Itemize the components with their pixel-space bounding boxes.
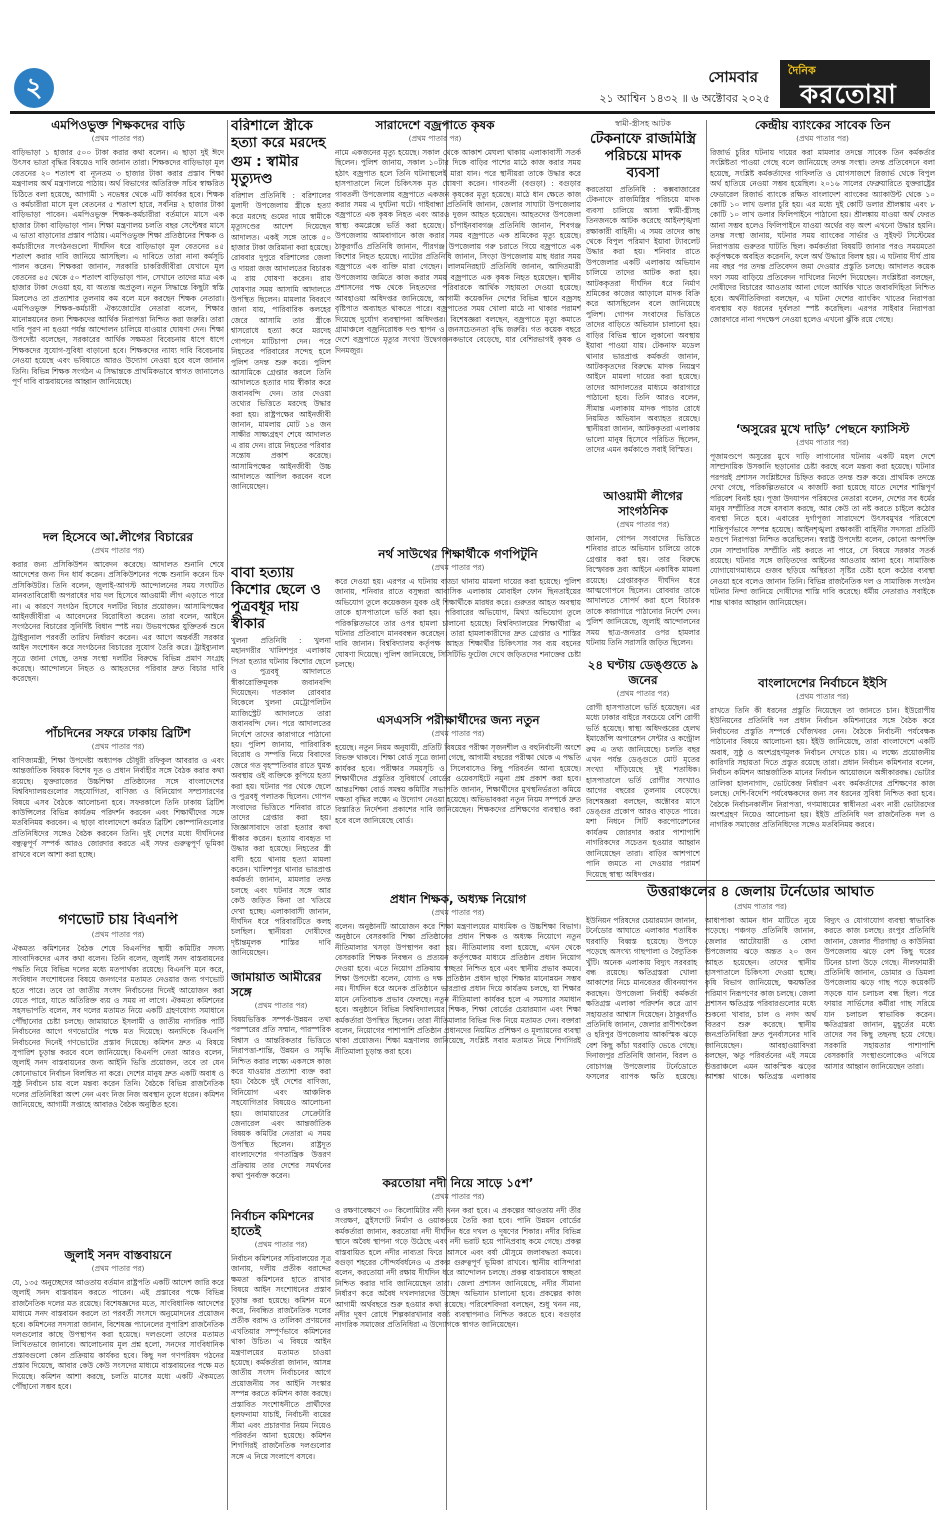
continued-label: (প্রথম পাতার পর) [796, 134, 849, 143]
headline: এসএসসি পরীক্ষার্থীদের জন্য নতুন [376, 713, 540, 727]
headline: নির্বাচন কমিশনের হাতেই [231, 1209, 314, 1238]
story-body: নামে একজনের মৃত্যু হয়েছে। সকাল থেকে আকাশ মেঘলা থাকায় এলাকাবাসী সতর্ক ছিলেন। পুলিশ জানায়, সকাল ১০টার দিকে বাড়ির পাশের মাঠে কাজ করার সময় হঠাৎ বজ্রপাত হলে তিনি ঘটনাস্থলেই মারা যান। পরে স্থানীয়রা তাকে উদ্ধার করে হাসপাতালে নিলে চিকিৎসক মৃত ঘোষণা করেন। গাবতলী (বগুড়া) : বগুড়ার গাবতলী উপজেলায় বজ্রপাতে একজন কৃষকের মৃত্যু হয়েছে। মাঠে ধান ক্ষেতে কাজ করার সময় এ দুর্ঘটনা ঘটে। গাইবান্ধা প্রতিনিধি জানান, জেলার সাঘাটা উপজেলায় বজ্রপাতে এক কৃষক নিহত এবং আরও দুজন আহত হয়েছেন। আহতদের উপজেলা স্বাস্থ্য কমপ্লেক্সে ভর্তি করা হয়েছে। চাঁপাইনবাবগঞ্জ প্রতিনিধি জানান, শিবগঞ্জ উপজেলায় আমবাগানে কাজ করার সময় বজ্রপাতে এক শ্রমিকের মৃত্যু হয়েছে। ঠাকুরগাঁও প্রতিনিধি জানান, পীরগঞ্জ উপজেলায় গরু চরাতে গিয়ে বজ্রপাতে এক কিশোর নিহত হয়েছে। নাটোর প্রতিনিধি জানান, সিংড়া উপজেলায় মাছ ধরার সময় বজ্রপাতে এক ব্যক্তি মারা গেছেন। লালমনিরহাট প্রতিনিধি জানান, আদিতমারী উপজেলায় জমিতে কাজ করার সময় বজ্রপাতে এক কৃষক নিহত হয়েছেন। স্থানীয় প্রশাসনের পক্ষ থেকে নিহতদের পরিবারকে আর্থিক সহায়তা দেওয়া হয়েছে। আবহাওয়া অধিদপ্তর জানিয়েছে, আগামী কয়েকদিন দেশের বিভিন্ন স্থানে বজ্রসহ বৃষ্টিপাত অব্যাহত থাকতে পারে। বজ্রপাতের সময় খোলা মাঠে না থাকার পরামর্শ দিয়েছে দুর্যোগ ব্যবস্থাপনা অধিদপ্তর। বিশেষজ্ঞরা বলছেন, বজ্রপাতে মৃত্যু কমাতে গ্রামাঞ্চলে বজ্রনিরোধক দণ্ড স্থাপন ও জনসচেতনতা বৃদ্ধি জরুরি। গত কয়েক বছরে দেশে বজ্রপাতে মৃত্যুর সংখ্যা উদ্বেগজনকভাবে বেড়েছে, যার বেশিরভাগই কৃষক ও দিনমজুর। [335, 148, 581, 355]
story-body: জানান, গোপন সংবাদের ভিত্তিতে শনিবার রাতে অভিযান চালিয়ে তাকে গ্রেপ্তার করা হয়। তার বিরুদ্ধে বিস্ফোরক দ্রব্য আইনে একাধিক মামলা রয়েছে। গ্রেপ্তারকৃত দীর্ঘদিন ধরে আত্মগোপনে ছিলেন। রোববার তাকে আদালতে সোপর্দ করা হলে বিচারক তাকে কারাগারে পাঠানোর নির্দেশ দেন। পুলিশ জানিয়েছে, জুলাই আন্দোলনের সময় ছাত্র-জনতার ওপর হামলার ঘটনায় তিনি সরাসরি জড়িত ছিলেন। [586, 534, 700, 648]
headline: টেকনাফে রাজমিস্ত্রি পরিচয়ে মাদক ব্যবসা [590, 131, 696, 181]
column-2 [231, 118, 331, 1513]
story-body: ঐকমত্য কমিশনের বৈঠক শেষে বিএনপির স্থায়ী কমিটির সদস্য সাংবাদিকদের এসব কথা বলেন। তিনি বলেন, জুলাই সনদ বাস্তবায়নের পদ্ধতি নিয়ে বিভিন্ন দলের মধ্যে মতপার্থক্য রয়েছে। বিএনপি মনে করে, সংবিধান সংশোধনের বিষয়ে জনগণের মতামত নেওয়ার জন্য গণভোট হতে পারে। তবে তা জাতীয় সংসদ নির্বাচনের দিনেই আয়োজন করা যেতে পারে, যাতে অতিরিক্ত ব্যয় ও সময় না লাগে। ঐকমত্য কমিশনের সহসভাপতি বলেন, সব দলের মতামত নিয়ে একটি গ্রহণযোগ্য সমাধানে পৌঁছানোর চেষ্টা চলছে। জামায়াতে ইসলামী ও জাতীয় নাগরিক পার্টি নির্বাচনের আগে গণভোটের পক্ষে মত দিয়েছে। অন্যদিকে বিএনপি নির্বাচনের দিনেই গণভোটের প্রস্তাব দিয়েছে। কমিশন দ্রুত এ বিষয়ে সুপারিশ চূড়ান্ত করবে বলে জানিয়েছে। বিএনপি নেতা আরও বলেন, জুলাই সনদ বাস্তবায়নের জন্য আইনি ভিত্তি প্রয়োজন, তবে তা যেন কোনোভাবে নির্বাচন বিলম্বিত না করে। দেশের মানুষ দ্রুত একটি অবাধ ও সুষ্ঠু নির্বাচন চায় বলে মন্তব্য করেন তিনি। বৈঠকে বিভিন্ন রাজনৈতিক দলের প্রতিনিধিরা অংশ নেন এবং নিজ নিজ অবস্থান তুলে ধরেন। কমিশন জানিয়েছে, আগামী সপ্তাহে আবারও বৈঠক অনুষ্ঠিত হবে। [12, 944, 224, 1110]
continued-label: (প্রথম পাতার পর) [408, 134, 462, 143]
column-3b [586, 118, 700, 878]
headline: নর্থ সাউথের শিক্ষার্থীকে গণপিটুনি [378, 547, 538, 561]
headline: সারাদেশে বজ্রপাতে কৃষক [375, 118, 495, 132]
headline-secondary: গুম : স্বামীর মৃত্যুদণ্ড [231, 154, 299, 187]
story-eu [710, 676, 935, 878]
story-body: বলেন। অনুষ্ঠানটি আয়োজন করে শিক্ষা মন্ত্রণালয়ের মাধ্যমিক ও উচ্চশিক্ষা বিভাগ। অনুষ্ঠানে বেসরকারি শিক্ষা প্রতিষ্ঠানের প্রধান শিক্ষক ও অধ্যক্ষ নিয়োগে নতুন নীতিমালার খসড়া উপস্থাপন করা হয়। নীতিমালায় বলা হয়েছে, এখন থেকে বেসরকারি শিক্ষক নিবন্ধন ও প্রত্যয়ন কর্তৃপক্ষের মাধ্যমে প্রতিষ্ঠান প্রধান নিয়োগ দেওয়া হবে। এতে নিয়োগ প্রক্রিয়ায় স্বচ্ছতা নিশ্চিত হবে এবং স্থানীয় প্রভাব কমবে। শিক্ষা উপদেষ্টা বলেন, যোগ্য ও দক্ষ প্রতিষ্ঠান প্রধান ছাড়া শিক্ষার মানোন্নয়ন সম্ভব নয়। দীর্ঘদিন ধরে অনেক প্রতিষ্ঠানে ভারপ্রাপ্ত প্রধান দিয়ে কার্যক্রম চলছে, যা শিক্ষার মানে নেতিবাচক প্রভাব ফেলছে। নতুন নীতিমালা কার্যকর হলে এ সমস্যার সমাধান হবে। অনুষ্ঠানে বিভিন্ন বিশ্ববিদ্যালয়ের শিক্ষক, শিক্ষা বোর্ডের চেয়ারম্যান এবং শিক্ষা কর্মকর্তারা উপস্থিত ছিলেন। তারা নীতিমালার বিভিন্ন দিক নিয়ে মতামত দেন। বক্তারা বলেন, নিয়োগের পাশাপাশি প্রতিষ্ঠান প্রধানদের নিয়মিত প্রশিক্ষণ ও মূল্যায়নের ব্যবস্থা থাকা প্রয়োজন। শিক্ষা মন্ত্রণালয় জানিয়েছে, সংশ্লিষ্ট সবার মতামত নিয়ে শিগগিরই নীতিমালা চূড়ান্ত করা হবে। [335, 922, 581, 1056]
continued-label: (প্রথম পাতার পর) [254, 1240, 308, 1249]
headline: কেন্দ্রীয় ব্যাংকের সাবেক তিন [754, 118, 891, 132]
headline: ‘অসুরের মুখে দাড়ি’ পেছনে ফ্যাসিস্ট [735, 422, 910, 436]
continued-label: (প্রথম পাতার পর) [431, 563, 485, 572]
header-rule [10, 111, 935, 114]
headline: গণভোট চায় বিএনপি [58, 912, 178, 928]
logo-top: দৈনিক [788, 64, 816, 77]
story-body: নির্বাচন কমিশনের সচিবালয়ের সূত্র জানায়, দলীয় প্রতীক বরাদ্দের ক্ষমতা কমিশনের হাতে রাখার বিষয়ে আইন সংশোধনের প্রস্তাব চূড়ান্ত করা হয়েছে। কমিশন মনে করে, নিবন্ধিত রাজনৈতিক দলের প্রতীক বরাদ্দ ও তালিকা প্রণয়নের এখতিয়ার সম্পূর্ণভাবে কমিশনের থাকা উচিত। এ বিষয়ে আইন মন্ত্রণালয়ের মতামত চাওয়া হয়েছে। কর্মকর্তারা জানান, আসন্ন জাতীয় সংসদ নির্বাচনের আগে প্রয়োজনীয় সব আইনি সংস্কার সম্পন্ন করতে কমিশন কাজ করছে। প্রস্তাবিত সংশোধনীতে প্রার্থীদের হলফনামা যাচাই, নির্বাচনী ব্যয়ের সীমা এবং প্রচারণার নিয়ম নিয়েও পরিবর্তন আনা হয়েছে। কমিশন শিগগিরই রাজনৈতিক দলগুলোর সঙ্গে এ নিয়ে সংলাপে বসবে। [231, 1254, 331, 1461]
masthead [0, 0, 945, 108]
story-tornado [586, 884, 935, 1512]
headline: ২৪ ঘণ্টায় ডেঙ্গুতে ৯ জনের [587, 658, 699, 687]
story-bnp [12, 912, 224, 1244]
headline: এমপিওভুক্ত শিক্ষকদের বাড়ি [51, 118, 185, 132]
continued-label: (প্রথম পাতার পর) [91, 546, 145, 555]
story-khulna [231, 565, 331, 966]
newspaper-logo [780, 60, 930, 108]
story-ec [231, 1209, 331, 1494]
column-1 [12, 118, 224, 1513]
story-body: যে, ১৩৫ অনুচ্ছেদের আওতায় বর্তমান রাষ্ট্রপতি একটি আদেশ জারি করে জুলাই সনদ বাস্তবায়ন করতে পারেন। এই প্রস্তাবের পক্ষে বিভিন্ন রাজনৈতিক দলের মত রয়েছে। বিশেষজ্ঞদের মতে, সাংবিধানিক আদেশের মাধ্যমে সনদ বাস্তবায়ন করলে তা পরবর্তী সংসদে অনুমোদনের প্রয়োজন হবে। কমিশনের সদস্যরা জানান, বিশেষজ্ঞ প্যানেলের সুপারিশ রাজনৈতিক দলগুলোর কাছে উপস্থাপন করা হয়েছে। দলগুলো তাদের মতামত লিখিতভাবে জানাবে। আলোচনায় মূল প্রশ্ন হলো, সনদের সাংবিধানিক প্রস্তাবগুলো কোন প্রক্রিয়ায় কার্যকর হবে। কিছু দল গণপরিষদ গঠনের প্রস্তাব দিয়েছে, আবার কেউ কেউ সংসদের মাধ্যমে বাস্তবায়নের পক্ষে মত দিয়েছে। কমিশন আশা করছে, চলতি মাসের মধ্যে একটি ঐকমত্যে পৌঁছানো সম্ভব হবে। [12, 1278, 224, 1392]
section-rule [586, 880, 935, 881]
story-body: রাখতে তিনি কী ধরনের প্রস্তুতি নিয়েছেন তা জানতে চান। ইউরোপীয় ইউনিয়নের প্রতিনিধি দল প্রধান নির্বাচন কমিশনারের সঙ্গে বৈঠক করে নির্বাচনের প্রস্তুতি সম্পর্কে খোঁজখবর নেন। বৈঠকে নির্বাচনী পর্যবেক্ষক পাঠানোর বিষয়ে আলোচনা হয়। ইইউ জানিয়েছে, তারা বাংলাদেশে একটি অবাধ, সুষ্ঠু ও অংশগ্রহণমূলক নির্বাচন দেখতে চায়। এ লক্ষ্যে প্রয়োজনীয় কারিগরি সহায়তা দিতে প্রস্তুত রয়েছে তারা। প্রধান নির্বাচন কমিশনার বলেন, নির্বাচন কমিশন আন্তর্জাতিক মানের নির্বাচন আয়োজনে অঙ্গীকারবদ্ধ। ভোটার তালিকা হালনাগাদ, ভোটকেন্দ্র নির্ধারণ এবং কর্মকর্তাদের প্রশিক্ষণের কাজ চলছে। দেশি-বিদেশি পর্যবেক্ষকদের জন্য সব ধরনের সুবিধা নিশ্চিত করা হবে। বৈঠকে নির্বাচনকালীন নিরাপত্তা, গণমাধ্যমের স্বাধীনতা এবং নারী ভোটারদের অংশগ্রহণ নিয়েও আলোচনা হয়। ইইউ প্রতিনিধি দল রাজনৈতিক দল ও নাগরিক সমাজের প্রতিনিধিদের সঙ্গেও মতবিনিময় করবে। [710, 706, 935, 830]
story-dengue [586, 658, 700, 878]
kicker: স্বামী-স্ত্রীসহ আটক [615, 119, 671, 128]
continued-label: (প্রথম পাতার পর) [734, 902, 787, 911]
headline: করতোয়া নদী নিয়ে সাড়ে ১৫শ’ [382, 1176, 534, 1190]
continued-label: (প্রথম পাতার পর) [91, 134, 145, 143]
story-body: রোগী হাসপাতালে ভর্তি হয়েছেন। এর মধ্যে ঢাকার বাইরে সবচেয়ে বেশি রোগী ভর্তি হয়েছে। স্বাস্থ্য অধিদপ্তরের হেলথ ইমার্জেন্সি অপারেশন সেন্টার ও কন্ট্রোল রুম এ তথ্য জানিয়েছে। চলতি বছর এখন পর্যন্ত ডেঙ্গুতে মোট মৃতের সংখ্যা দাঁড়িয়েছে দুই শতাধিক। হাসপাতালে ভর্তি রোগীর সংখ্যাও আগের বছরের তুলনায় বেড়েছে। বিশেষজ্ঞরা বলছেন, অক্টোবর মাসে ডেঙ্গুর প্রকোপ আরও বাড়তে পারে। মশা নিধনে সিটি করপোরেশনের কার্যক্রম জোরদার করার পাশাপাশি নাগরিকদের সচেতন হওয়ার আহ্বান জানিয়েছেন তারা। বাড়ির আশপাশে পানি জমতে না দেওয়ার পরামর্শ দিয়েছে স্বাস্থ্য অধিদপ্তর। [586, 703, 700, 878]
headline: পাঁচদিনের সফরে ঢাকায় ব্রিটিশ [45, 726, 191, 740]
continued-label: (প্রথম পাতার পর) [431, 1192, 485, 1201]
story-body: করার জন্য প্রসিকিউশন আবেদন করেছে। আদালত শুনানি শেষে আদেশের জন্য দিন ধার্য করেন। প্রসিকিউশনের পক্ষে শুনানি করেন চিফ প্রসিকিউটর। তিনি বলেন, জুলাই-আগস্ট আন্দোলনের সময় সংঘটিত মানবতাবিরোধী অপরাধের দায় দল হিসেবে আওয়ামী লীগ এড়াতে পারে না। এ কারণে সংগঠন হিসেবে দলটির বিচার প্রয়োজন। আসামিপক্ষের আইনজীবীরা এ আবেদনের বিরোধিতা করেন। তারা বলেন, আইনে সংগঠনের বিচারের সুনির্দিষ্ট বিধান স্পষ্ট নয়। উভয়পক্ষের যুক্তিতর্ক শুনে ট্রাইব্যুনাল পরবর্তী তারিখ নির্ধারণ করেন। এর আগে অন্তর্বর্তী সরকার আইন সংশোধন করে সংগঠনের বিচারের সুযোগ তৈরি করে। ট্রাইব্যুনাল সূত্রে জানা গেছে, তদন্ত সংস্থা দলটির বিরুদ্ধে বিভিন্ন প্রমাণ সংগ্রহ করেছে। আন্দোলনে নিহত ও আহতদের পরিবার দ্রুত বিচার দাবি করেছেন। [12, 560, 224, 684]
story-british [12, 726, 224, 908]
continued-label: (প্রথম পাতার পর) [431, 908, 485, 917]
story-july [12, 1248, 224, 1513]
issue-date: ২১ আশ্বিন ১৪৩২ ॥ ৬ অক্টোবর ২০২৫ [599, 92, 770, 105]
headline: বাংলাদেশের নির্বাচনে ইইসি [758, 676, 887, 690]
continued-label: (প্রথম পাতার পর) [254, 1001, 308, 1010]
story-body: বরিশাল প্রতিনিধি : বরিশালের মুলাদী উপজেলায় স্ত্রীকে হত্যা করে মরদেহ গুমের দায়ে স্বামীকে মৃত্যুদণ্ডের আদেশ দিয়েছেন আদালত। একই সঙ্গে তাকে ৫০ হাজার টাকা জরিমানা করা হয়েছে। রোববার দুপুরে বরিশালের জেলা ও দায়রা জজ আদালতের বিচারক এ রায় ঘোষণা করেন। রায় ঘোষণার সময় আসামি আদালতে উপস্থিত ছিলেন। মামলার বিবরণে জানা যায়, পারিবারিক কলহের জেরে আসামি তার স্ত্রীকে শ্বাসরোধে হত্যা করে মরদেহ গোপনে মাটিচাপা দেন। পরে নিহতের পরিবারের সন্দেহ হলে পুলিশ তদন্ত শুরু করে। পুলিশ আসামিকে গ্রেপ্তার করলে তিনি আদালতে হত্যার দায় স্বীকার করে জবানবন্দি দেন। তার দেওয়া তথ্যের ভিত্তিতে মরদেহ উদ্ধার করা হয়। রাষ্ট্রপক্ষের আইনজীবী জানান, মামলায় মোট ১৪ জন সাক্ষীর সাক্ষ্যগ্রহণ শেষে আদালত এ রায় দেন। রায়ে নিহতের পরিবার সন্তোষ প্রকাশ করেছে। আসামিপক্ষের আইনজীবী উচ্চ আদালতে আপিল করবেন বলে জানিয়েছেন। [231, 191, 331, 492]
continued-label: (প্রথম পাতার পর) [431, 729, 485, 738]
continued-label: (প্রথম পাতার পর) [91, 742, 145, 751]
story-body: বাণিজ্যমন্ত্রী, শিক্ষা উপদেষ্টা অধ্যাপক চৌধুরী রফিকুল আবরার ও এবং আন্তর্জাতিক বিষয়ক বিশেষ দূত ও প্রধান নির্বাহীর সঙ্গে বৈঠক করার কথা রয়েছে। যুক্তরাজ্যের উচ্চশিক্ষা প্রতিষ্ঠানের সঙ্গে বাংলাদেশের বিশ্ববিদ্যালয়গুলোর সহযোগিতা, বাণিজ্য ও বিনিয়োগ সম্প্রসারণের বিষয়ে এসব বৈঠকে আলোচনা হবে। সফরকালে তিনি ঢাকায় ব্রিটিশ কাউন্সিলের বিভিন্ন কার্যক্রম পরিদর্শন করবেন এবং শিক্ষার্থীদের সঙ্গে মতবিনিময় করবেন। এ ছাড়া বাংলাদেশে কর্মরত ব্রিটিশ কোম্পানিগুলোর প্রতিনিধিদের সঙ্গেও বৈঠক করবেন তিনি। দুই দেশের মধ্যে দীর্ঘদিনের বন্ধুত্বপূর্ণ সম্পর্ক আরও জোরদার করতে এই সফর গুরুত্বপূর্ণ ভূমিকা রাখবে বলে আশা করা হচ্ছে। [12, 756, 224, 859]
continued-label: (প্রথম পাতার পর) [91, 930, 145, 939]
headline: বাবা হত্যায় কিশোর ছেলে ও পুত্রবধূর দায় স্বীকার [231, 565, 321, 632]
headline: আওয়ামী লীগের সাংগঠনিক [603, 489, 683, 518]
headline: জুলাই সনদ বাস্তবায়নে [64, 1248, 172, 1262]
story-body: রিজার্ভ চুরির ঘটনায় দায়ের করা মামলার তদন্তে সাবেক তিন কর্মকর্তার সংশ্লিষ্টতা পাওয়া গেছে বলে জানিয়েছে তদন্ত সংস্থা। তদন্ত প্রতিবেদনে বলা হয়েছে, সংশ্লিষ্ট কর্মকর্তাদের গাফিলতি ও যোগসাজশে রিজার্ভ থেকে বিপুল অর্থ হাতিয়ে নেওয়া সম্ভব হয়েছিল। ২০১৬ সালের ফেব্রুয়ারিতে যুক্তরাষ্ট্রের ফেডারেল রিজার্ভ ব্যাংকে রক্ষিত বাংলাদেশ ব্যাংকের অ্যাকাউন্ট থেকে ১০ কোটি ১০ লাখ ডলার চুরি হয়। এর মধ্যে দুই কোটি ডলার শ্রীলঙ্কায় এবং ৮ কোটি ১০ লাখ ডলার ফিলিপাইনে পাঠানো হয়। শ্রীলঙ্কায় যাওয়া অর্থ ফেরত আনা সম্ভব হলেও ফিলিপাইনে যাওয়া অর্থের বড় অংশ এখনো উদ্ধার হয়নি। তদন্ত সংস্থা জানায়, ঘটনার সময় ব্যাংকের সার্ভার ও সুইফট সিস্টেমের নিরাপত্তায় গুরুতর ঘাটতি ছিল। কর্মকর্তারা বিষয়টি জানার পরও সময়মতো কর্তৃপক্ষকে অবহিত করেননি, ফলে অর্থ উদ্ধারে বিলম্ব হয়। এ ঘটনায় দীর্ঘ প্রায় নয় বছর পর তদন্ত প্রতিবেদন জমা দেওয়ার প্রস্তুতি চলছে। আদালত কয়েক দফা সময় বাড়িয়ে প্রতিবেদন দাখিলের নির্দেশ দিয়েছেন। সংশ্লিষ্টরা বলছেন, দোষীদের বিচারের আওতায় আনা গেলে আর্থিক খাতে জবাবদিহিতা নিশ্চিত হবে। অর্থনীতিবিদরা বলছেন, এ ঘটনা দেশের ব্যাংকিং খাতের নিরাপত্তা ব্যবস্থায় বড় ধরনের দুর্বলতা স্পষ্ট করেছিল। এরপর সাইবার নিরাপত্তা জোরদারে নানা পদক্ষেপ নেওয়া হলেও এখনো ঝুঁকি রয়ে গেছে। [710, 148, 935, 324]
continued-label: (প্রথম পাতার পর) [616, 520, 670, 529]
continued-label: (প্রথম পাতার পর) [616, 689, 670, 698]
story-body: বিষয়ভিত্তিক সম্পর্ক-উন্নয়ন তথা পরস্পরের প্রতি সম্মান, পারস্পরিক বিশ্বাস ও আন্তরিকতার ভিত্তিতে নিরাপত্তা-শান্তি, উন্নয়ন ও সমৃদ্ধি নিশ্চিত করার লক্ষ্যে একসঙ্গে কাজ করে যাওয়ার প্রত্যাশা ব্যক্ত করা হয়। বৈঠকে দুই দেশের বাণিজ্য, বিনিয়োগ এবং আঞ্চলিক সহযোগিতার বিষয়েও আলোচনা হয়। জামায়াতের সেক্রেটারি জেনারেল এবং আন্তর্জাতিক বিষয়ক কমিটির নেতারা এ সময় উপস্থিত ছিলেন। রাষ্ট্রদূত বাংলাদেশের গণতান্ত্রিক উত্তরণ প্রক্রিয়ায় তার দেশের সমর্থনের কথা পুনর্ব্যক্ত করেন। [231, 1015, 331, 1181]
issue-day: সোমবার [708, 68, 758, 86]
continued-label: (প্রথম পাতার পর) [796, 692, 849, 701]
logo-main: করতোয়া [800, 80, 897, 110]
continued-label: (প্রথম পাতার পর) [796, 438, 849, 447]
story-awami-org [586, 489, 700, 654]
story-body: বাড়িভাড়া ১ হাজার ৫০০ টাকা করার কথা বলেন। এ ছাড়া দুই ঈদে উৎসব ভাতা বৃদ্ধির বিষয়েও দাবি জানান তারা। শিক্ষকদের বাড়িভাড়া মূল বেতনের ২০ শতাংশ বা ন্যূনতম ৩ হাজার টাকা করার প্রস্তাব শিক্ষা মন্ত্রণালয় অর্থ মন্ত্রণালয়ে পাঠায়। অর্থ বিভাগের অতিরিক্ত সচিব স্বাক্ষরিত চিঠিতে বলা হয়েছে, আগামী ১ নভেম্বর থেকে এটি কার্যকর হবে। শিক্ষক ও কর্মচারীরা মাসে মূল বেতনের ৫ শতাংশ হারে, সর্বনিম্ন ২ হাজার টাকা বাড়িভাড়া পাবেন। এমপিওভুক্ত শিক্ষক-কর্মচারীরা বর্তমানে মাসে এক হাজার টাকা বাড়িভাড়া পান। শিক্ষা মন্ত্রণালয় চলতি বছর সেপ্টেম্বর মাসে এ ভাতা বাড়ানোর প্রস্তাব পাঠায়। এমপিওভুক্ত শিক্ষা প্রতিষ্ঠানের শিক্ষক ও কর্মচারীদের সংগঠনগুলো দীর্ঘদিন ধরে বাড়িভাড়া মূল বেতনের ৪৫ শতাংশ করার দাবি জানিয়ে আসছিল। এ দাবিতে তারা নানা কর্মসূচি পালন করেন। শিক্ষকরা জানান, সরকারি চাকরিজীবীরা যেখানে মূল বেতনের ৪৫ থেকে ৫০ শতাংশ বাড়িভাড়া পান, সেখানে তাদের মাত্র এক হাজার টাকা দেওয়া হয়, যা অত্যন্ত অপ্রতুল। নতুন সিদ্ধান্তে কিছুটা স্বস্তি মিললেও তা প্রত্যাশার তুলনায় কম বলে মনে করছেন শিক্ষক নেতারা। এমপিওভুক্ত শিক্ষক-কর্মচারী ঐক্যজোটের নেতারা বলেন, শিক্ষার মানোন্নয়নের জন্য শিক্ষকদের আর্থিক নিরাপত্তা নিশ্চিত করা জরুরি। তারা দাবি পূরণ না হওয়া পর্যন্ত আন্দোলন চালিয়ে যাওয়ার ঘোষণা দেন। শিক্ষা উপদেষ্টা বলেছেন, সরকারের আর্থিক সক্ষমতা বিবেচনায় ধাপে ধাপে শিক্ষকদের সুযোগ-সুবিধা বাড়ানো হবে। শিক্ষকদের ন্যায্য দাবি বিবেচনায় নেওয়া হয়েছে এবং ভবিষ্যতে আরও উদ্যোগ নেওয়া হবে বলে জানান তিনি। বিভিন্ন শিক্ষক সংগঠন এ সিদ্ধান্তকে প্রাথমিকভাবে স্বাগত জানালেও পূর্ণ দাবি বাস্তবায়নের আহ্বান জানিয়েছে। [12, 148, 224, 386]
headline: উত্তরাঞ্চলের ৪ জেলায় টর্নেডোর আঘাত [646, 884, 875, 900]
headline: প্রধান শিক্ষক, অধ্যক্ষ নিয়োগ [389, 892, 527, 906]
story-awami-trial [12, 530, 224, 722]
story-body: ইউনিয়ন পরিষদের চেয়ারম্যান জানান, টর্নেডোর আঘাতে এলাকার শতাধিক ঘরবাড়ি বিধ্বস্ত হয়েছে। উপড়ে পড়েছে অসংখ্য গাছপালা ও বৈদ্যুতিক খুঁটি। অনেক এলাকায় বিদ্যুৎ সরবরাহ বন্ধ রয়েছে। ক্ষতিগ্রস্তরা খোলা আকাশের নিচে মানবেতর জীবনযাপন করছেন। উপজেলা নির্বাহী কর্মকর্তা ক্ষতিগ্রস্ত এলাকা পরিদর্শন করে ত্রাণ সহায়তার আশ্বাস দিয়েছেন। ঠাকুরগাঁও প্রতিনিধি জানান, জেলার রাণীশংকৈল ও হরিপুর উপজেলায় আকস্মিক ঝড়ে বেশ কিছু কাঁচা ঘরবাড়ি ভেঙে গেছে। দিনাজপুর প্রতিনিধি জানান, বিরল ও বোচাগঞ্জ উপজেলায় টর্নেডোতে ফসলের ব্যাপক ক্ষতি হয়েছে। আধাপাকা আমন ধান মাটিতে নুয়ে পড়েছে। পঞ্চগড় প্রতিনিধি জানান, জেলার আটোয়ারী ও বোদা উপজেলায় ঝড়ে অন্তত ২০ জন আহত হয়েছেন। তাদের স্থানীয় হাসপাতালে চিকিৎসা দেওয়া হচ্ছে। কৃষি বিভাগ জানিয়েছে, ক্ষয়ক্ষতির পরিমাণ নিরূপণের কাজ চলছে। জেলা প্রশাসন ক্ষতিগ্রস্ত পরিবারগুলোর মধ্যে শুকনো খাবার, চাল ও নগদ অর্থ বিতরণ শুরু করেছে। স্থানীয় জনপ্রতিনিধিরা দ্রুত পুনর্বাসনের দাবি জানিয়েছেন। আবহাওয়াবিদরা বলছেন, ঋতু পরিবর্তনের এই সময়ে উত্তরাঞ্চলে এমন আকস্মিক ঝড়ের আশঙ্কা থাকে। ক্ষতিগ্রস্ত এলাকায় বিদ্যুৎ ও যোগাযোগ ব্যবস্থা স্বাভাবিক করতে কাজ চলছে। রংপুর প্রতিনিধি জানান, জেলার পীরগাছা ও কাউনিয়া উপজেলায় ঝড়ে বেশ কিছু ঘরের টিনের চালা উড়ে গেছে। নীলফামারী প্রতিনিধি জানান, ডোমার ও ডিমলা উপজেলায় ঝড়ে গাছ পড়ে কয়েকটি সড়কে যান চলাচল বন্ধ ছিল। পরে ফায়ার সার্ভিসের কর্মীরা গাছ সরিয়ে যান চলাচল স্বাভাবিক করেন। ক্ষতিগ্রস্তরা জানান, মুহূর্তের মধ্যে তাদের সব কিছু তছনছ হয়ে গেছে। সরকারি সহায়তার পাশাপাশি বেসরকারি সংস্থাগুলোকেও এগিয়ে আসার আহ্বান জানিয়েছেন তারা। [586, 916, 935, 1082]
column-divider [227, 120, 228, 1510]
continued-label: (প্রথম পাতার পর) [91, 1264, 145, 1273]
story-central-bank [710, 118, 935, 418]
story-body: পূজামণ্ডপে অসুরের মুখে দাড়ি লাগানোর ঘটনায় একটি মহল দেশে সাম্প্রদায়িক উসকানি ছড়ানোর চেষ্টা করছে বলে মন্তব্য করা হয়েছে। ঘটনার পরপরই প্রশাসন সংশ্লিষ্টদের চিহ্নিত করতে তদন্ত শুরু করে। প্রাথমিক তদন্তে দেখা গেছে, পরিকল্পিতভাবে এ কাজটি করা হয়েছে যাতে দেশের শান্তিপূর্ণ পরিবেশ বিনষ্ট হয়। পূজা উদযাপন পরিষদের নেতারা বলেন, দেশের সব ধর্মের মানুষ সম্প্রীতির সঙ্গে বসবাস করছে, আর কেউ তা নষ্ট করতে চাইলে কঠোর ব্যবস্থা নিতে হবে। এবারের দুর্গাপূজা সারাদেশে উৎসবমুখর পরিবেশে শান্তিপূর্ণভাবে সম্পন্ন হয়েছে। আইনশৃঙ্খলা রক্ষাকারী বাহিনীর সদস্যরা প্রতিটি মণ্ডপে নিরাপত্তা নিশ্চিত করেছিলেন। স্বরাষ্ট্র উপদেষ্টা বলেন, কোনো অপশক্তি যেন সাম্প্রদায়িক সম্প্রীতি নষ্ট করতে না পারে, সে বিষয়ে সরকার সতর্ক রয়েছে। ঘটনার সঙ্গে জড়িতদের আইনের আওতায় আনা হবে। সামাজিক যোগাযোগমাধ্যমে গুজব ছড়িয়ে অস্থিরতা সৃষ্টির চেষ্টা হলে কঠোর ব্যবস্থা নেওয়া হবে বলেও জানান তিনি। বিভিন্ন রাজনৈতিক দল ও সামাজিক সংগঠন ঘটনার নিন্দা জানিয়ে দোষীদের শাস্তি দাবি করেছে। ধর্মীয় নেতারাও সবাইকে শান্ত থাকার আহ্বান জানিয়েছেন। [710, 452, 935, 607]
story-jamaat [231, 970, 331, 1205]
column-4 [710, 118, 935, 878]
story-body: করতোয়া প্রতিনিধি : কক্সবাজারের টেকনাফে রাজমিস্ত্রির পরিচয়ে মাদক ব্যবসা চালিয়ে আসা স্বামী-স্ত্রীসহ তিনজনকে আটক করেছে আইনশৃঙ্খলা রক্ষাকারী বাহিনী। এ সময় তাদের কাছ থেকে বিপুল পরিমাণ ইয়াবা ট্যাবলেট উদ্ধার করা হয়। শনিবার রাতে উপজেলার একটি এলাকায় অভিযান চালিয়ে তাদের আটক করা হয়। আটককৃতরা দীর্ঘদিন ধরে নির্মাণ শ্রমিকের কাজের আড়ালে মাদক বিক্রি করে আসছিলেন বলে জানিয়েছে পুলিশ। গোপন সংবাদের ভিত্তিতে তাদের বাড়িতে অভিযান চালানো হয়। বাড়ির বিভিন্ন স্থানে লুকানো অবস্থায় ইয়াবা পাওয়া যায়। টেকনাফ মডেল থানার ভারপ্রাপ্ত কর্মকর্তা জানান, আটককৃতদের বিরুদ্ধে মাদক নিয়ন্ত্রণ আইনে মামলা দায়ের করা হয়েছে। তাদের আদালতের মাধ্যমে কারাগারে পাঠানো হবে। তিনি আরও বলেন, সীমান্ত এলাকায় মাদক পাচার রোধে নিয়মিত অভিযান অব্যাহত রয়েছে। স্থানীয়রা জানান, আটককৃতরা এলাকায় ভালো মানুষ হিসেবে পরিচিত ছিলেন, তাদের এমন কর্মকাণ্ডে সবাই বিস্মিত। [586, 185, 700, 455]
headline: দল হিসেবে আ.লীগের বিচারের [42, 530, 194, 544]
headline: জামায়াত আমীরের সঙ্গে [231, 970, 322, 999]
page-number: ২ [14, 68, 54, 108]
story-mpo [12, 118, 224, 526]
story-fascist [710, 422, 935, 672]
story-body: ও রক্ষণাবেক্ষণে ৩০ কিলোমিটার নদী খনন করা হবে। এ প্রকল্পের আওতায় নদী তীর সংরক্ষণ, স্লুইসগেট নির্মাণ ও ওয়াকওয়ে তৈরি করা হবে। পানি উন্নয়ন বোর্ডের কর্মকর্তারা জানান, করতোয়া নদী দীর্ঘদিন ধরে দখল ও দূষণের শিকার। নদীর বিভিন্ন স্থানে অবৈধ স্থাপনা গড়ে উঠেছে এবং নদী ভরাট হয়ে পানিপ্রবাহ কমে গেছে। প্রকল্প বাস্তবায়িত হলে নদীর নাব্যতা ফিরে আসবে এবং বর্ষা মৌসুমে জলাবদ্ধতা কমবে। বগুড়া শহরের সৌন্দর্যবর্ধনেও এ প্রকল্প গুরুত্বপূর্ণ ভূমিকা রাখবে। স্থানীয় বাসিন্দারা বলেন, করতোয়া নদী রক্ষায় দীর্ঘদিন ধরে আন্দোলন চলছে। প্রকল্প বাস্তবায়নে স্বচ্ছতা নিশ্চিত করার দাবি জানিয়েছেন তারা। জেলা প্রশাসন জানিয়েছে, নদীর সীমানা নির্ধারণ করে অবৈধ দখলদারদের উচ্ছেদ অভিযান চালানো হবে। প্রকল্পের কাজ আগামী অর্থবছরে শুরু হওয়ার কথা রয়েছে। পরিবেশবিদরা বলছেন, শুধু খনন নয়, নদীর দূষণ রোধে শিল্পকারখানার বর্জ্য ব্যবস্থাপনাও নিশ্চিত করতে হবে। বগুড়ার নাগরিক সমাজের প্রতিনিধিরা এ উদ্যোগকে স্বাগত জানিয়েছেন। [335, 1206, 581, 1330]
story-body: করে দেওয়া হয়। এরপর এ ঘটনায় বাড্ডা থানায় মামলা দায়ের করা হয়েছে। পুলিশ জানায়, শনিবার রাতে বসুন্ধরা আবাসিক এলাকায় মোবাইল ফোন ছিনতাইয়ের অভিযোগ তুলে কয়েকজন যুবক ওই শিক্ষার্থীকে মারধর করে। গুরুতর আহত অবস্থায় তাকে হাসপাতালে ভর্তি করা হয়। পরিবারের অভিযোগ, মিথ্যা অভিযোগ তুলে পরিকল্পিতভাবে তার ওপর হামলা চালানো হয়েছে। বিশ্ববিদ্যালয়ের শিক্ষার্থীরা এ ঘটনার প্রতিবাদে মানববন্ধন করেছেন। তারা হামলাকারীদের দ্রুত গ্রেপ্তার ও শাস্তির দাবি জানান। বিশ্ববিদ্যালয় কর্তৃপক্ষ আহত শিক্ষার্থীর চিকিৎসার সব ব্যয় বহনের ঘোষণা দিয়েছে। পুলিশ জানিয়েছে, সিসিটিভি ফুটেজ দেখে জড়িতদের শনাক্তের চেষ্টা চলছে। [335, 577, 581, 670]
story-body: খুলনা প্রতিনিধি : খুলনা মহানগরীর খালিশপুর এলাকায় পিতা হত্যার ঘটনায় কিশোর ছেলে ও পুত্রবধূ আদালতে স্বীকারোক্তিমূলক জবানবন্দি দিয়েছেন। গতকাল রোববার বিকেলে খুলনা মেট্রোপলিটন ম্যাজিস্ট্রেট আদালতে তারা জবানবন্দি দেন। পরে আদালতের নির্দেশে তাদের কারাগারে পাঠানো হয়। পুলিশ জানায়, পারিবারিক বিরোধ ও সম্পত্তি নিয়ে বিবাদের জেরে গত বৃহস্পতিবার রাতে ঘুমন্ত অবস্থায় ওই ব্যক্তিকে কুপিয়ে হত্যা করা হয়। ঘটনার পর থেকে ছেলে ও পুত্রবধূ পলাতক ছিলেন। গোপন সংবাদের ভিত্তিতে শনিবার রাতে তাদের গ্রেপ্তার করা হয়। জিজ্ঞাসাবাদে তারা হত্যার কথা স্বীকার করেন। হত্যায় ব্যবহৃত দা উদ্ধার করা হয়েছে। নিহতের স্ত্রী বাদী হয়ে থানায় হত্যা মামলা করেন। খালিশপুর থানার ভারপ্রাপ্ত কর্মকর্তা জানান, মামলার তদন্ত চলছে এবং ঘটনার সঙ্গে আর কেউ জড়িত কিনা তা খতিয়ে দেখা হচ্ছে। এলাকাবাসী জানান, দীর্ঘদিন ধরে পরিবারটিতে কলহ চলছিল। স্থানীয়রা দোষীদের দৃষ্টান্তমূলক শাস্তির দাবি জানিয়েছেন। [231, 636, 331, 958]
story-body: হয়েছে। নতুন নিয়ম অনুযায়ী, প্রতিটি বিষয়ের পরীক্ষা সৃজনশীল ও বহুনির্বাচনী অংশে বিভক্ত থাকবে। শিক্ষা বোর্ড সূত্রে জানা গেছে, আগামী বছরের পরীক্ষা থেকে এ পদ্ধতি কার্যকর হবে। পরীক্ষার সময়সূচি ও সিলেবাসেও কিছু পরিবর্তন আনা হয়েছে। শিক্ষার্থীদের প্রস্তুতির সুবিধার্থে বোর্ডের ওয়েবসাইটে নমুনা প্রশ্ন প্রকাশ করা হবে। আন্তঃশিক্ষা বোর্ড সমন্বয় কমিটির সভাপতি জানান, শিক্ষার্থীদের মুখস্থনির্ভরতা কমিয়ে দক্ষতা বৃদ্ধির লক্ষ্যে এ উদ্যোগ নেওয়া হয়েছে। অভিভাবকরা নতুন নিয়ম সম্পর্কে দ্রুত বিস্তারিত নির্দেশনা প্রকাশের দাবি জানিয়েছেন। শিক্ষকদের প্রশিক্ষণের ব্যবস্থাও করা হবে বলে জানিয়েছে বোর্ড। [335, 743, 581, 825]
headline: বরিশালে স্ত্রীকে হত্যা করে মরদেহ [231, 118, 326, 151]
story-barishal [231, 118, 331, 561]
story-technaf [586, 118, 700, 485]
